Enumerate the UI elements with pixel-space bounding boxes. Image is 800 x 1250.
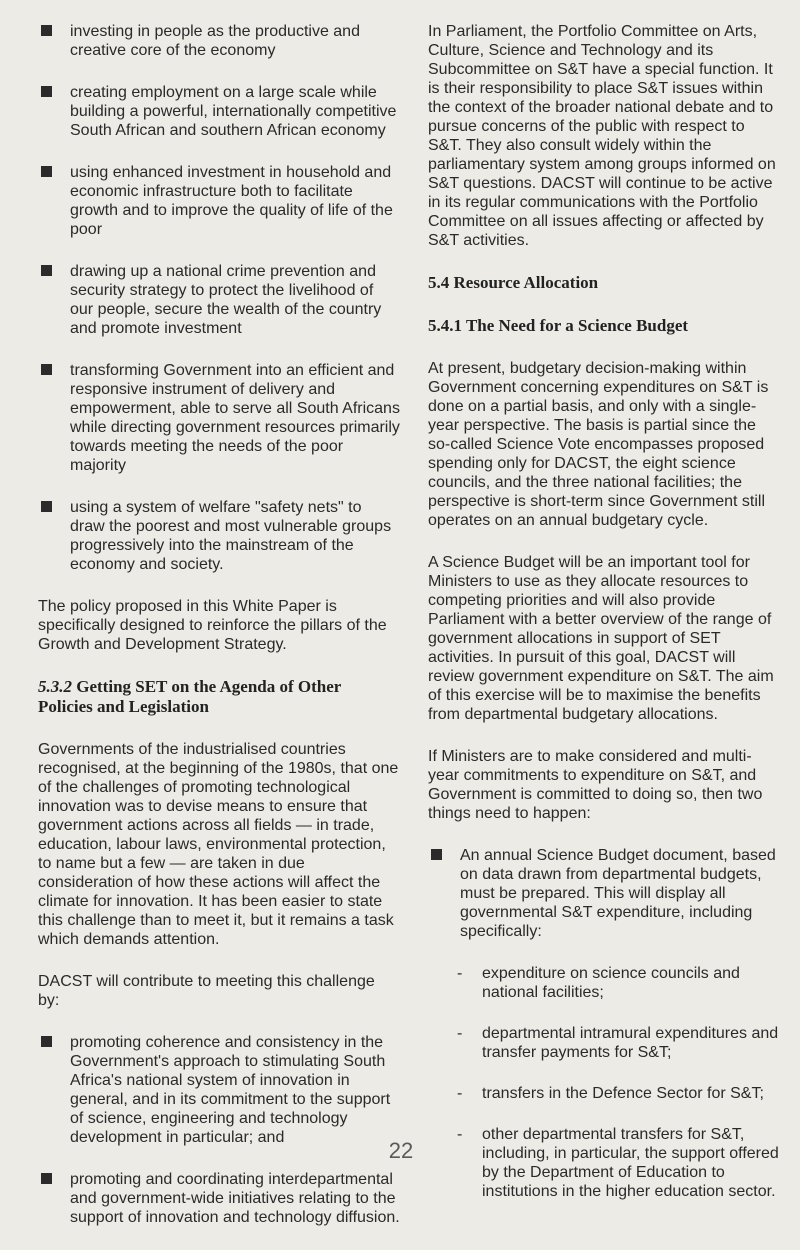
bullet-text: drawing up a national crime prevention and security strategy to protect the livelihood of our people, secure the wealth of the country and promote investment <box>70 263 382 337</box>
paragraph: DACST will contribute to meeting this challenge by: <box>38 973 375 1009</box>
dash-bullet-icon: - <box>457 1085 463 1102</box>
bullet-text: promoting coherence and consistency in the Government's approach to stimulating South Africa's national system of innovation in general, and in its commitment to the support of science, engineering and technology development in particular; and <box>70 1034 391 1146</box>
page-number: 22 <box>388 1138 414 1163</box>
paragraph: At present, budgetary decision-making within Government concerning expenditures on S&T is done on a partial basis, and only with a single-year perspective. The basis is partial since the so-called Science Vote encompasses proposed spending only for DACST, the eight science councils, and the three national facilities; the perspective is short-term since Government still operates on an annual budgetary cycle. <box>428 360 769 529</box>
bullet-item <box>38 163 400 239</box>
bullet-text: using enhanced investment in household and economic infrastructure both to facilitate growth and to improve the quality of life of the poor <box>70 164 393 238</box>
square-bullet-icon <box>41 364 52 375</box>
dash-list-item <box>428 964 780 1002</box>
square-bullet-icon <box>41 1036 52 1047</box>
square-bullet-icon <box>41 166 52 177</box>
bullet-item <box>38 1170 400 1227</box>
subsection-heading: 5.4.1 The Need for a Science Budget <box>428 316 689 335</box>
paragraph: If Ministers are to make considered and multi-year commitments to expenditure on S&T, and Government is committed to doing so, then two things need to happen: <box>428 748 763 822</box>
bullet-text: An annual Science Budget document, based on data drawn from departmental budgets, must be prepared. This will display all governmental S&T expenditure, including specifically: <box>460 847 776 940</box>
section-heading <box>38 677 400 717</box>
paragraph: In Parliament, the Portfolio Committee on Arts, Culture, Science and Technology and its Subcommittee on S&T have a special function. It is their responsibility to place S&T issues within the context of the broader national debate and to pursue concerns of the public with respect to S&T. They also consult widely within the parliamentary system among groups informed on S&T questions. DACST will continue to be active in its regular communications with the Portfolio Committee on all issues affecting or affected by S&T activities. <box>428 23 776 249</box>
bullet-item <box>38 22 400 60</box>
right-column <box>428 22 780 1223</box>
bullet-item <box>38 1033 400 1147</box>
bullet-text: using a system of welfare "safety nets" to draw the poorest and most vulnerable groups progressively into the mainstream of the economy and society. <box>70 499 392 573</box>
square-bullet-icon <box>41 501 52 512</box>
dash-list-item <box>428 1084 780 1103</box>
bullet-item <box>428 846 780 941</box>
square-bullet-icon <box>41 265 52 276</box>
dash-list-item <box>428 1125 780 1201</box>
square-bullet-icon <box>41 25 52 36</box>
section-heading: 5.4 Resource Allocation <box>428 273 599 292</box>
dash-bullet-icon: - <box>457 1025 463 1042</box>
section-title: Getting SET on the Agenda of Other Policies and Legislation <box>38 677 342 716</box>
bullet-text: promoting and coordinating interdepartmental and government-wide initiatives relating to the support of innovation and technology diffusion. <box>70 1171 400 1226</box>
square-bullet-icon <box>41 86 52 97</box>
dash-list-item <box>428 1024 780 1062</box>
dash-bullet-icon: - <box>457 965 463 982</box>
paragraph: A Science Budget will be an important tool for Ministers to use as they allocate resources to competing priorities and will also provide Parliament with a better overview of the range of government allocations in support of SET activities. In pursuit of this goal, DACST will review government expenditure on S&T. The aim of this exercise will be to maximise the benefits from departmental budgetary allocations. <box>428 554 774 723</box>
dash-item-text: departmental intramural expenditures and transfer payments for S&T; <box>482 1025 779 1061</box>
dash-item-text: other departmental transfers for S&T, including, in particular, the support offered by the Department of Education to institutions in the higher education sector. <box>482 1126 779 1200</box>
dash-item-text: transfers in the Defence Sector for S&T; <box>482 1085 764 1102</box>
square-bullet-icon <box>41 1173 52 1184</box>
paragraph: The policy proposed in this White Paper is specifically designed to reinforce the pillars of the Growth and Development Strategy. <box>38 598 387 653</box>
bullet-item <box>38 498 400 574</box>
left-column <box>38 22 400 1250</box>
bullet-item <box>38 361 400 475</box>
dash-bullet-icon: - <box>457 1126 463 1143</box>
paragraph: Governments of the industrialised countries recognised, at the beginning of the 1980s, that one of the challenges of promoting technological innovation was to devise means to ensure that government actions across all fields — in trade, education, labour laws, environmental protection, to name but a few — are taken in due consideration of how these actions will affect the climate for innovation. It has been easier to state this challenge than to meet it, but it remains a task which demands attention. <box>38 741 399 948</box>
bullet-text: transforming Government into an efficient and responsive instrument of delivery and empowerment, able to serve all South Africans while directing government resources primarily towards meeting the needs of the poor majority <box>70 362 400 474</box>
bullet-item <box>38 83 400 140</box>
square-bullet-icon <box>431 849 442 860</box>
bullet-text: creating employment on a large scale while building a powerful, internationally competitive South African and southern African economy <box>70 84 397 139</box>
dash-item-text: expenditure on science councils and national facilities; <box>482 965 740 1001</box>
bullet-item <box>38 262 400 338</box>
bullet-text: investing in people as the productive and creative core of the economy <box>70 23 360 59</box>
section-number: 5.3.2 <box>38 677 72 696</box>
